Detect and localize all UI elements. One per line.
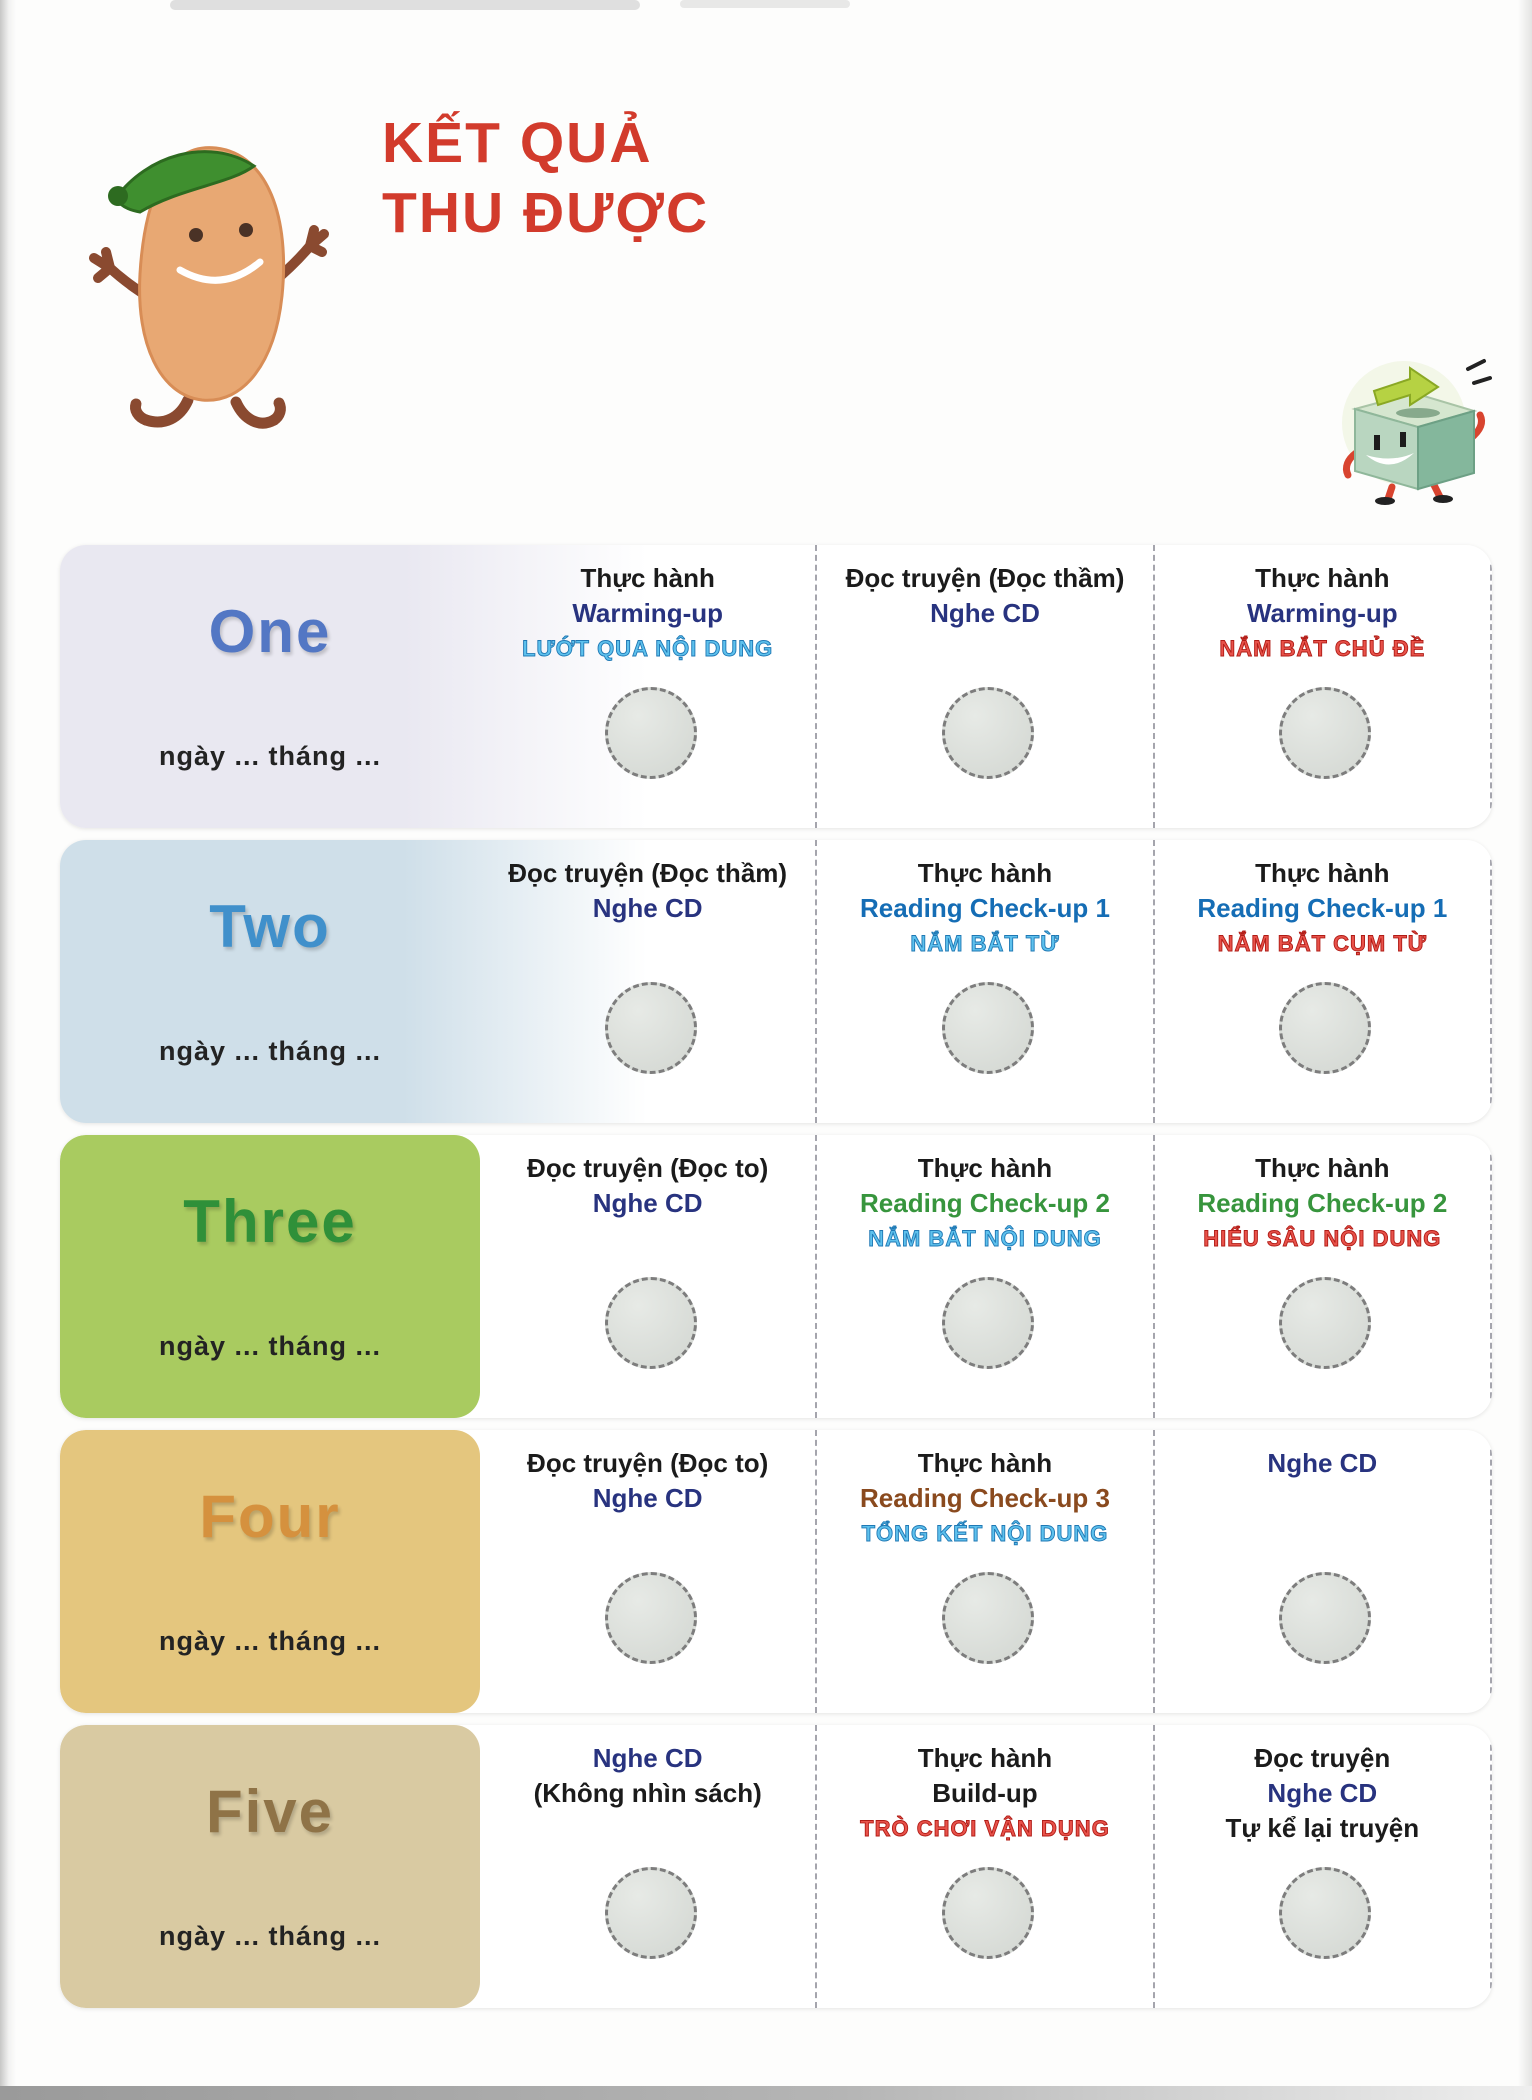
bean-mascot-icon: [88, 100, 338, 455]
row-label-block: [60, 1430, 480, 1713]
task-cell: [817, 1430, 1154, 1713]
row-label: Four: [199, 1483, 341, 1550]
task-line: Nghe CD: [592, 893, 703, 923]
page-title: [382, 108, 709, 248]
table-row: [60, 1430, 1492, 1713]
sticker-placeholder-circle: [605, 1572, 697, 1664]
task-cell: [817, 840, 1154, 1123]
task-line: Reading Check-up 2: [1197, 1188, 1448, 1218]
row-date-blanks: ngày ... tháng ...: [158, 1921, 382, 1951]
scan-edge-shadow: [0, 0, 16, 2100]
task-cell: [817, 1135, 1154, 1418]
task-line: Warming-up: [1246, 598, 1398, 628]
task-cell: [1155, 1135, 1492, 1418]
task-line: Thực hành: [1255, 858, 1390, 888]
row-date-blanks: ngày ... tháng ...: [158, 1036, 382, 1066]
row-cells: [480, 1430, 1492, 1713]
row-label: Five: [205, 1778, 335, 1845]
row-label: Two: [209, 893, 331, 960]
task-cell: [480, 545, 817, 828]
row-label: Three: [183, 1188, 357, 1255]
table-row: [60, 840, 1492, 1123]
task-cell: [817, 1725, 1154, 2008]
scan-edge-shadow: [0, 2086, 1532, 2100]
task-cell: [1155, 545, 1492, 828]
task-cell: [1155, 1725, 1492, 2008]
row-cells: [480, 840, 1492, 1123]
task-line: Nghe CD: [592, 1188, 703, 1218]
task-line: NẮM BẮT CỤM TỪ: [1217, 931, 1428, 956]
task-line: TỔNG KẾT NỘI DUNG: [861, 1521, 1109, 1546]
task-line: Thực hành: [1255, 563, 1390, 593]
page-title-line2: THU ĐƯỢC: [382, 181, 710, 245]
task-line: Thực hành: [917, 1448, 1053, 1478]
table-row: [60, 545, 1492, 828]
sticker-placeholder-circle: [605, 687, 697, 779]
task-line: NẮM BẮT CHỦ ĐỀ: [1219, 636, 1426, 661]
task-cell: [1155, 1430, 1492, 1713]
task-line: Reading Check-up 3: [860, 1483, 1110, 1513]
task-line: Đọc truyện (Đọc thầm): [845, 563, 1125, 593]
scan-artifact: [680, 0, 850, 8]
row-cells: [480, 1725, 1492, 2008]
row-cells: [480, 1135, 1492, 1418]
task-line: Nghe CD: [930, 598, 1040, 628]
sticker-placeholder-circle: [942, 687, 1034, 779]
sticker-placeholder-circle: [942, 1572, 1034, 1664]
task-line: NẮM BẮT TỪ: [910, 931, 1060, 956]
sticker-placeholder-circle: [605, 1867, 697, 1959]
task-cell: [480, 1430, 817, 1713]
sticker-placeholder-circle: [605, 1277, 697, 1369]
task-line: Đọc truyện: [1254, 1743, 1391, 1773]
sticker-placeholder-circle: [605, 982, 697, 1074]
row-date-blanks: ngày ... tháng ...: [158, 741, 382, 771]
task-line: Đọc truyện (Đọc to): [527, 1153, 769, 1183]
sticker-placeholder-circle: [1279, 1277, 1371, 1369]
task-line: Đọc truyện (Đọc thầm): [508, 858, 788, 888]
task-line: Thực hành: [917, 1743, 1053, 1773]
table-row: [60, 1135, 1492, 1418]
row-label-block: [60, 840, 480, 1123]
sticker-placeholder-circle: [1279, 687, 1371, 779]
table-row: [60, 1725, 1492, 2008]
ballot-box-robot-icon: [1322, 355, 1492, 510]
task-cell: [1155, 840, 1492, 1123]
sticker-placeholder-circle: [1279, 982, 1371, 1074]
row-label: One: [208, 598, 332, 665]
task-cell: [817, 545, 1154, 828]
task-line: Thực hành: [917, 858, 1053, 888]
task-line: (Không nhìn sách): [533, 1778, 762, 1808]
task-line: Thực hành: [580, 563, 715, 593]
task-cell: [480, 1725, 817, 2008]
row-date-blanks: ngày ... tháng ...: [158, 1626, 382, 1656]
row-label-block: [60, 545, 480, 828]
task-line: Warming-up: [572, 598, 723, 628]
task-line: Build-up: [932, 1778, 1038, 1808]
row-label-block: [60, 1725, 480, 2008]
task-line: Tự kể lại truyện: [1225, 1813, 1420, 1843]
page-title-line1: KẾT QUẢ: [382, 111, 653, 175]
task-line: Reading Check-up 2: [860, 1188, 1110, 1218]
task-line: LƯỚT QUA NỘI DUNG: [522, 636, 774, 661]
scan-edge-shadow: [1518, 0, 1532, 2100]
row-cells: [480, 545, 1492, 828]
sticker-placeholder-circle: [942, 982, 1034, 1074]
sticker-placeholder-circle: [942, 1867, 1034, 1959]
task-line: Nghe CD: [1267, 1778, 1378, 1808]
results-table: [60, 545, 1492, 2020]
row-date-blanks: ngày ... tháng ...: [158, 1331, 382, 1361]
scan-artifact: [170, 0, 640, 10]
task-line: Đọc truyện (Đọc to): [527, 1448, 769, 1478]
task-cell: [480, 1135, 817, 1418]
task-line: Nghe CD: [592, 1743, 703, 1773]
task-line: Thực hành: [917, 1153, 1053, 1183]
task-line: HIỂU SÂU NỘI DUNG: [1203, 1226, 1442, 1251]
task-line: Nghe CD: [592, 1483, 703, 1513]
task-line: Nghe CD: [1267, 1448, 1378, 1478]
sticker-placeholder-circle: [1279, 1572, 1371, 1664]
task-line: Reading Check-up 1: [1197, 893, 1448, 923]
task-line: Thực hành: [1255, 1153, 1390, 1183]
task-line: TRÒ CHƠI VẬN DỤNG: [860, 1816, 1110, 1841]
sticker-placeholder-circle: [1279, 1867, 1371, 1959]
task-line: Reading Check-up 1: [860, 893, 1110, 923]
sticker-placeholder-circle: [942, 1277, 1034, 1369]
row-label-block: [60, 1135, 480, 1418]
task-line: NẮM BẮT NỘI DUNG: [868, 1226, 1102, 1251]
task-cell: [480, 840, 817, 1123]
